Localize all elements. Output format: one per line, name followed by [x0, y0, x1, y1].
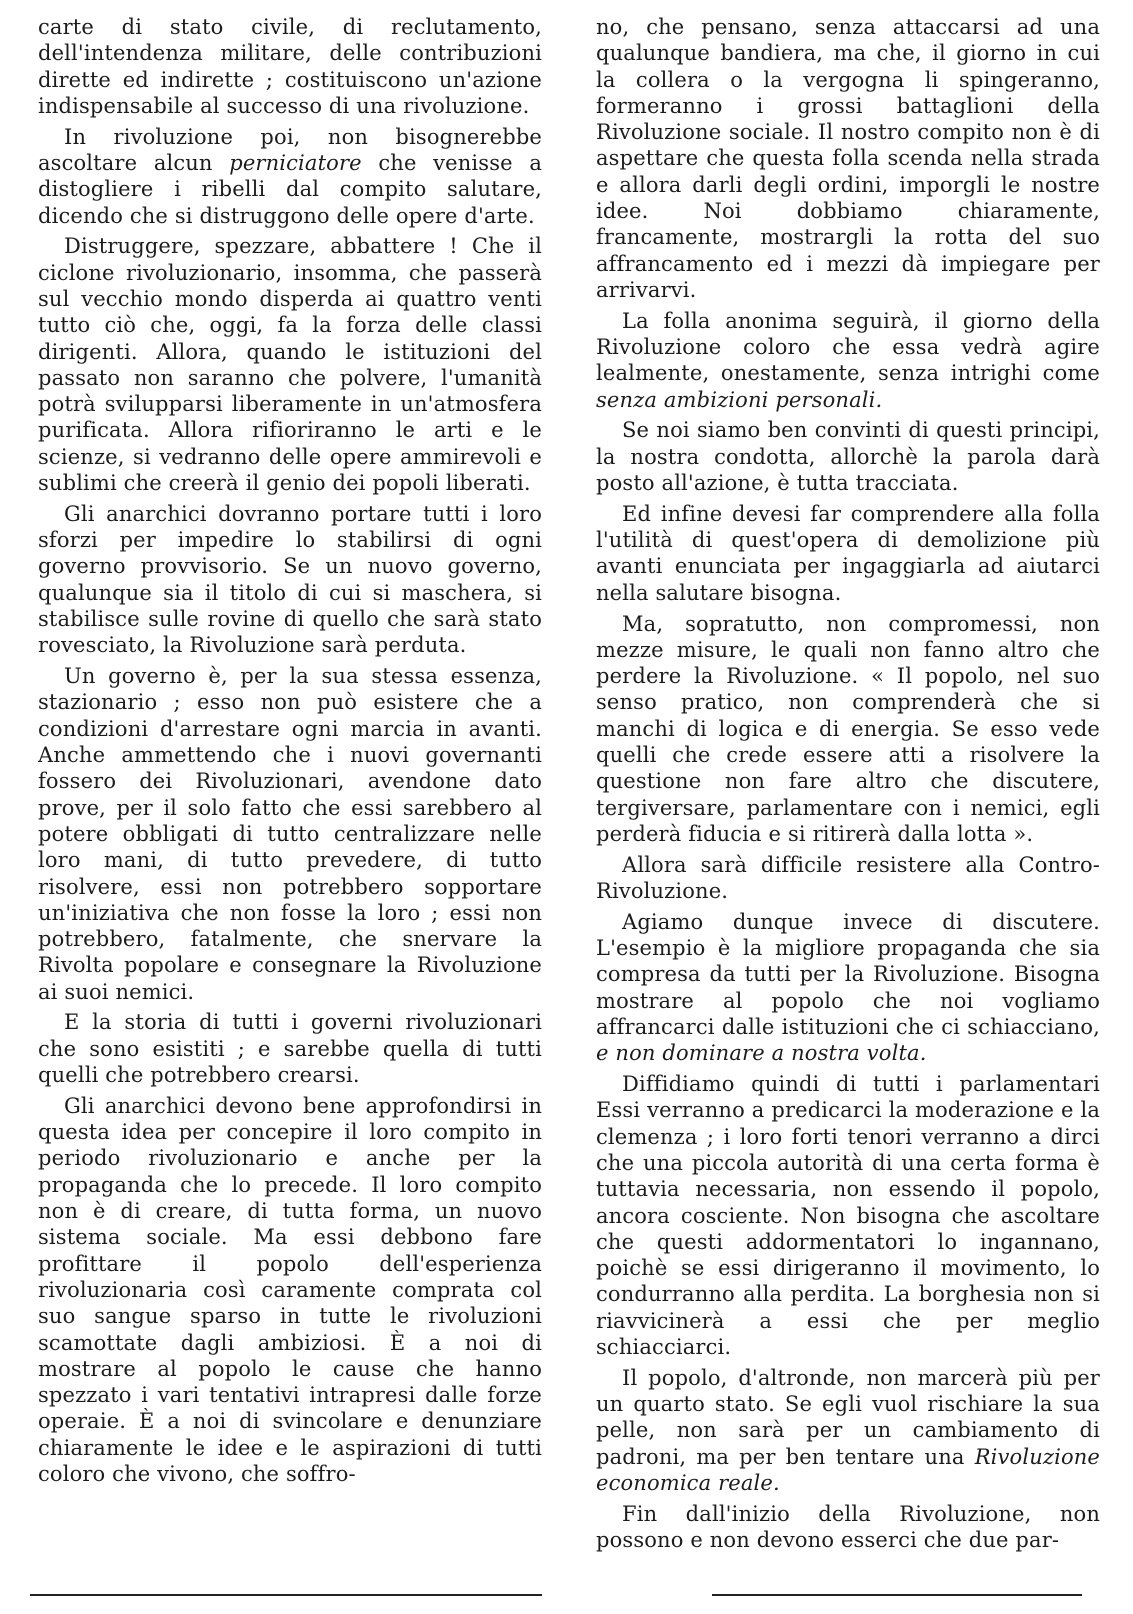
- paragraph: [38, 1093, 542, 1487]
- paragraph-text: Gli anarchici dovranno portare tutti i loro sforzi per impedire lo stabilirsi di ogni governo provvisorio. Se un nuovo governo, qualunque sia il titolo di cui si maschera, si stabilisce sulle rovine di quello che sarà stato rovesciato, la Rivoluzione sarà perduta.: [38, 501, 542, 658]
- paragraph: [596, 852, 1100, 905]
- paragraph-text: Fin dall'inizio della Rivoluzione, non possono e non devono esserci che due par-: [596, 1501, 1100, 1553]
- paragraph: [596, 611, 1100, 848]
- paragraph: [596, 308, 1100, 413]
- paragraph: [38, 1009, 542, 1088]
- italic-text: Rivoluzione economica reale.: [596, 1444, 1100, 1496]
- paragraph-text: carte di stato civile, di reclutamento, dell'intendenza militare, delle contribuzioni dirette ed indirette ; costituiscono un'azione indispensabile al successo di una rivoluzione.: [38, 15, 542, 118]
- paragraph: [596, 1501, 1100, 1554]
- italic-text: e non dominare a nostra volta.: [596, 1041, 927, 1066]
- paragraph-text: Se noi siamo ben convinti di questi principi, la nostra condotta, allorchè la parola darà posto all'azione, è tutta tracciata.: [596, 418, 1100, 496]
- paragraph-text: In rivoluzione poi, non bisognerebbe ascoltare alcun: [38, 124, 542, 175]
- paragraph: [596, 14, 1100, 303]
- paragraph-text: La folla anonima seguirà, il giorno della Rivoluzione coloro che essa vedrà agire lealmente, onestamente, senza intrighi come: [596, 308, 1100, 386]
- paragraph-text: Il popolo, d'altronde, non marcerà più per un quarto stato. Se egli vuol rischiare la sua pelle, non sarà per un cambiamento di padroni, ma per ben tentare una: [596, 1365, 1100, 1469]
- paragraph-text: Un governo è, per la sua stessa essenza, stazionario ; esso non può esistere che a condizioni d'arrestare ogni marcia in avanti. Anche ammettendo che i nuovi governanti fossero dei Rivoluzionari, avendone dato prove, per il solo fatto che essi sarebbero al potere obbligati di tutto centralizzare nelle loro mani, di tutto prevedere, di tutto risolvere, essi non potrebbero sopportare un'iniziativa che non fosse la loro ; essi non potrebbero, fatalmente, che snervare la Rivolta popolare e consegnare la Rivoluzione ai suoi nemici.: [38, 664, 542, 1004]
- paragraph: [38, 501, 542, 659]
- paragraph: [38, 233, 542, 496]
- paragraph-text: Agiamo dunque invece di discutere. L'esempio è la migliore propaganda che sia compresa da tutti per la Rivoluzione. Bisogna mostrare al popolo che noi vogliamo affrancarci dalle istituzioni che ci schiacciano,: [596, 909, 1100, 1039]
- right-text-column: [596, 14, 1100, 1558]
- left-text-column: [38, 14, 542, 1492]
- paragraph-text: Ma, sopratutto, non compromessi, non mezze misure, le quali non fanno altro che perdere la Rivoluzione. « Il popolo, nel suo senso pratico, non comprenderà che si manchi di logica e di energia. Se esso vede quelli che crede essere atti a risolvere la questione non fare altro che discutere, tergiversare, parlamentare con i nemici, egli perderà fiducia e si ritirerà dalla lotta ».: [596, 611, 1100, 846]
- paragraph: [38, 663, 542, 1005]
- paragraph: [38, 124, 542, 229]
- paragraph-text: Gli anarchici devono bene approfondirsi in questa idea per concepire il loro compito in periodo rivoluzionario e anche per la propaganda che lo precede. Il loro compito non è di creare, di tutta forma, un nuovo sistema sociale. Ma essi debbono fare profittare il popolo dell'esperienza rivoluzionaria così caramente comprata col suo sangue sparso in tutte le rivoluzioni scamottate dagli ambiziosi. È a noi di mostrare al popolo le cause che hanno spezzato i vari tentativi intrapresi dalle forze operaie. È a noi di svincolare e denunziare chiaramente le idee e le aspirazioni di tutti coloro che vivono, che soffro-: [38, 1093, 542, 1487]
- paragraph-text: E la storia di tutti i governi rivoluzionari che sono esistiti ; e sarebbe quella di tutti quelli che potrebbero crearsi.: [38, 1010, 542, 1088]
- paragraph-text: no, che pensano, senza attaccarsi ad una qualunque bandiera, ma che, il giorno in cui la collera o la vergogna li spingeranno, formeranno i grossi battaglioni della Rivoluzione sociale. Il nostro compito non è di aspettare che questa folla scenda nella strada e allora darli degli ordini, imporgli le nostre idee. Noi dobbiamo chiaramente, francamente, mostrargli la rotta del suo affrancamento ed i mezzi dà impiegare per arrivarvi.: [596, 15, 1100, 302]
- paragraph: [596, 1071, 1100, 1360]
- paragraph-text: Distruggere, spezzare, abbattere ! Che il ciclone rivoluzionario, insomma, che passerà sul vecchio mondo disperda ai quattro venti tutto ciò che, oggi, fa la forza delle classi dirigenti. Allora, quando le istituzioni del passato non saranno che polvere, l'umanità potrà svilupparsi liberamente in un'atmosfera purificata. Allora rifioriranno le arti e le scienze, si vedranno delle opere ammirevoli e sublimi che creerà il genio dei popoli liberati.: [38, 234, 542, 496]
- paragraph: [596, 417, 1100, 496]
- footer-rule-left: [30, 1594, 542, 1596]
- paragraph-text: Diffidiamo quindi di tutti i parlamentari Essi verranno a predicarci la moderazione e la clemenza ; i loro forti tenori verranno a dirci che una piccola autorità di una certa forma è tuttavia necessaria, non essendo il popolo, ancora cosciente. Non bisogna che ascoltare che questi addormentatori lo ingannano, poichè se essi dirigeranno il movimento, lo condurranno alla perdita. La borghesia non si riavvicinerà a essi che per meglio schiacciarci.: [596, 1072, 1100, 1360]
- paragraph: [596, 909, 1100, 1067]
- paragraph-text: Allora sarà difficile resistere alla Contro-Rivoluzione.: [596, 852, 1100, 903]
- paragraph: [596, 1365, 1100, 1496]
- footer-rule-right: [712, 1594, 1082, 1596]
- italic-text: senza ambizioni personali.: [596, 387, 883, 412]
- paragraph-text: che venisse a distogliere i ribelli dal compito salutare, dicendo che si distruggono delle opere d'arte.: [38, 150, 542, 228]
- italic-text: perniciatore: [229, 150, 362, 175]
- paragraph: [596, 501, 1100, 606]
- paragraph: [38, 14, 542, 119]
- paragraph-text: Ed infine devesi far comprendere alla folla l'utilità di quest'opera di demolizione più avanti enunciata per ingaggiarla ad aiutarci nella salutare bisogna.: [596, 501, 1100, 605]
